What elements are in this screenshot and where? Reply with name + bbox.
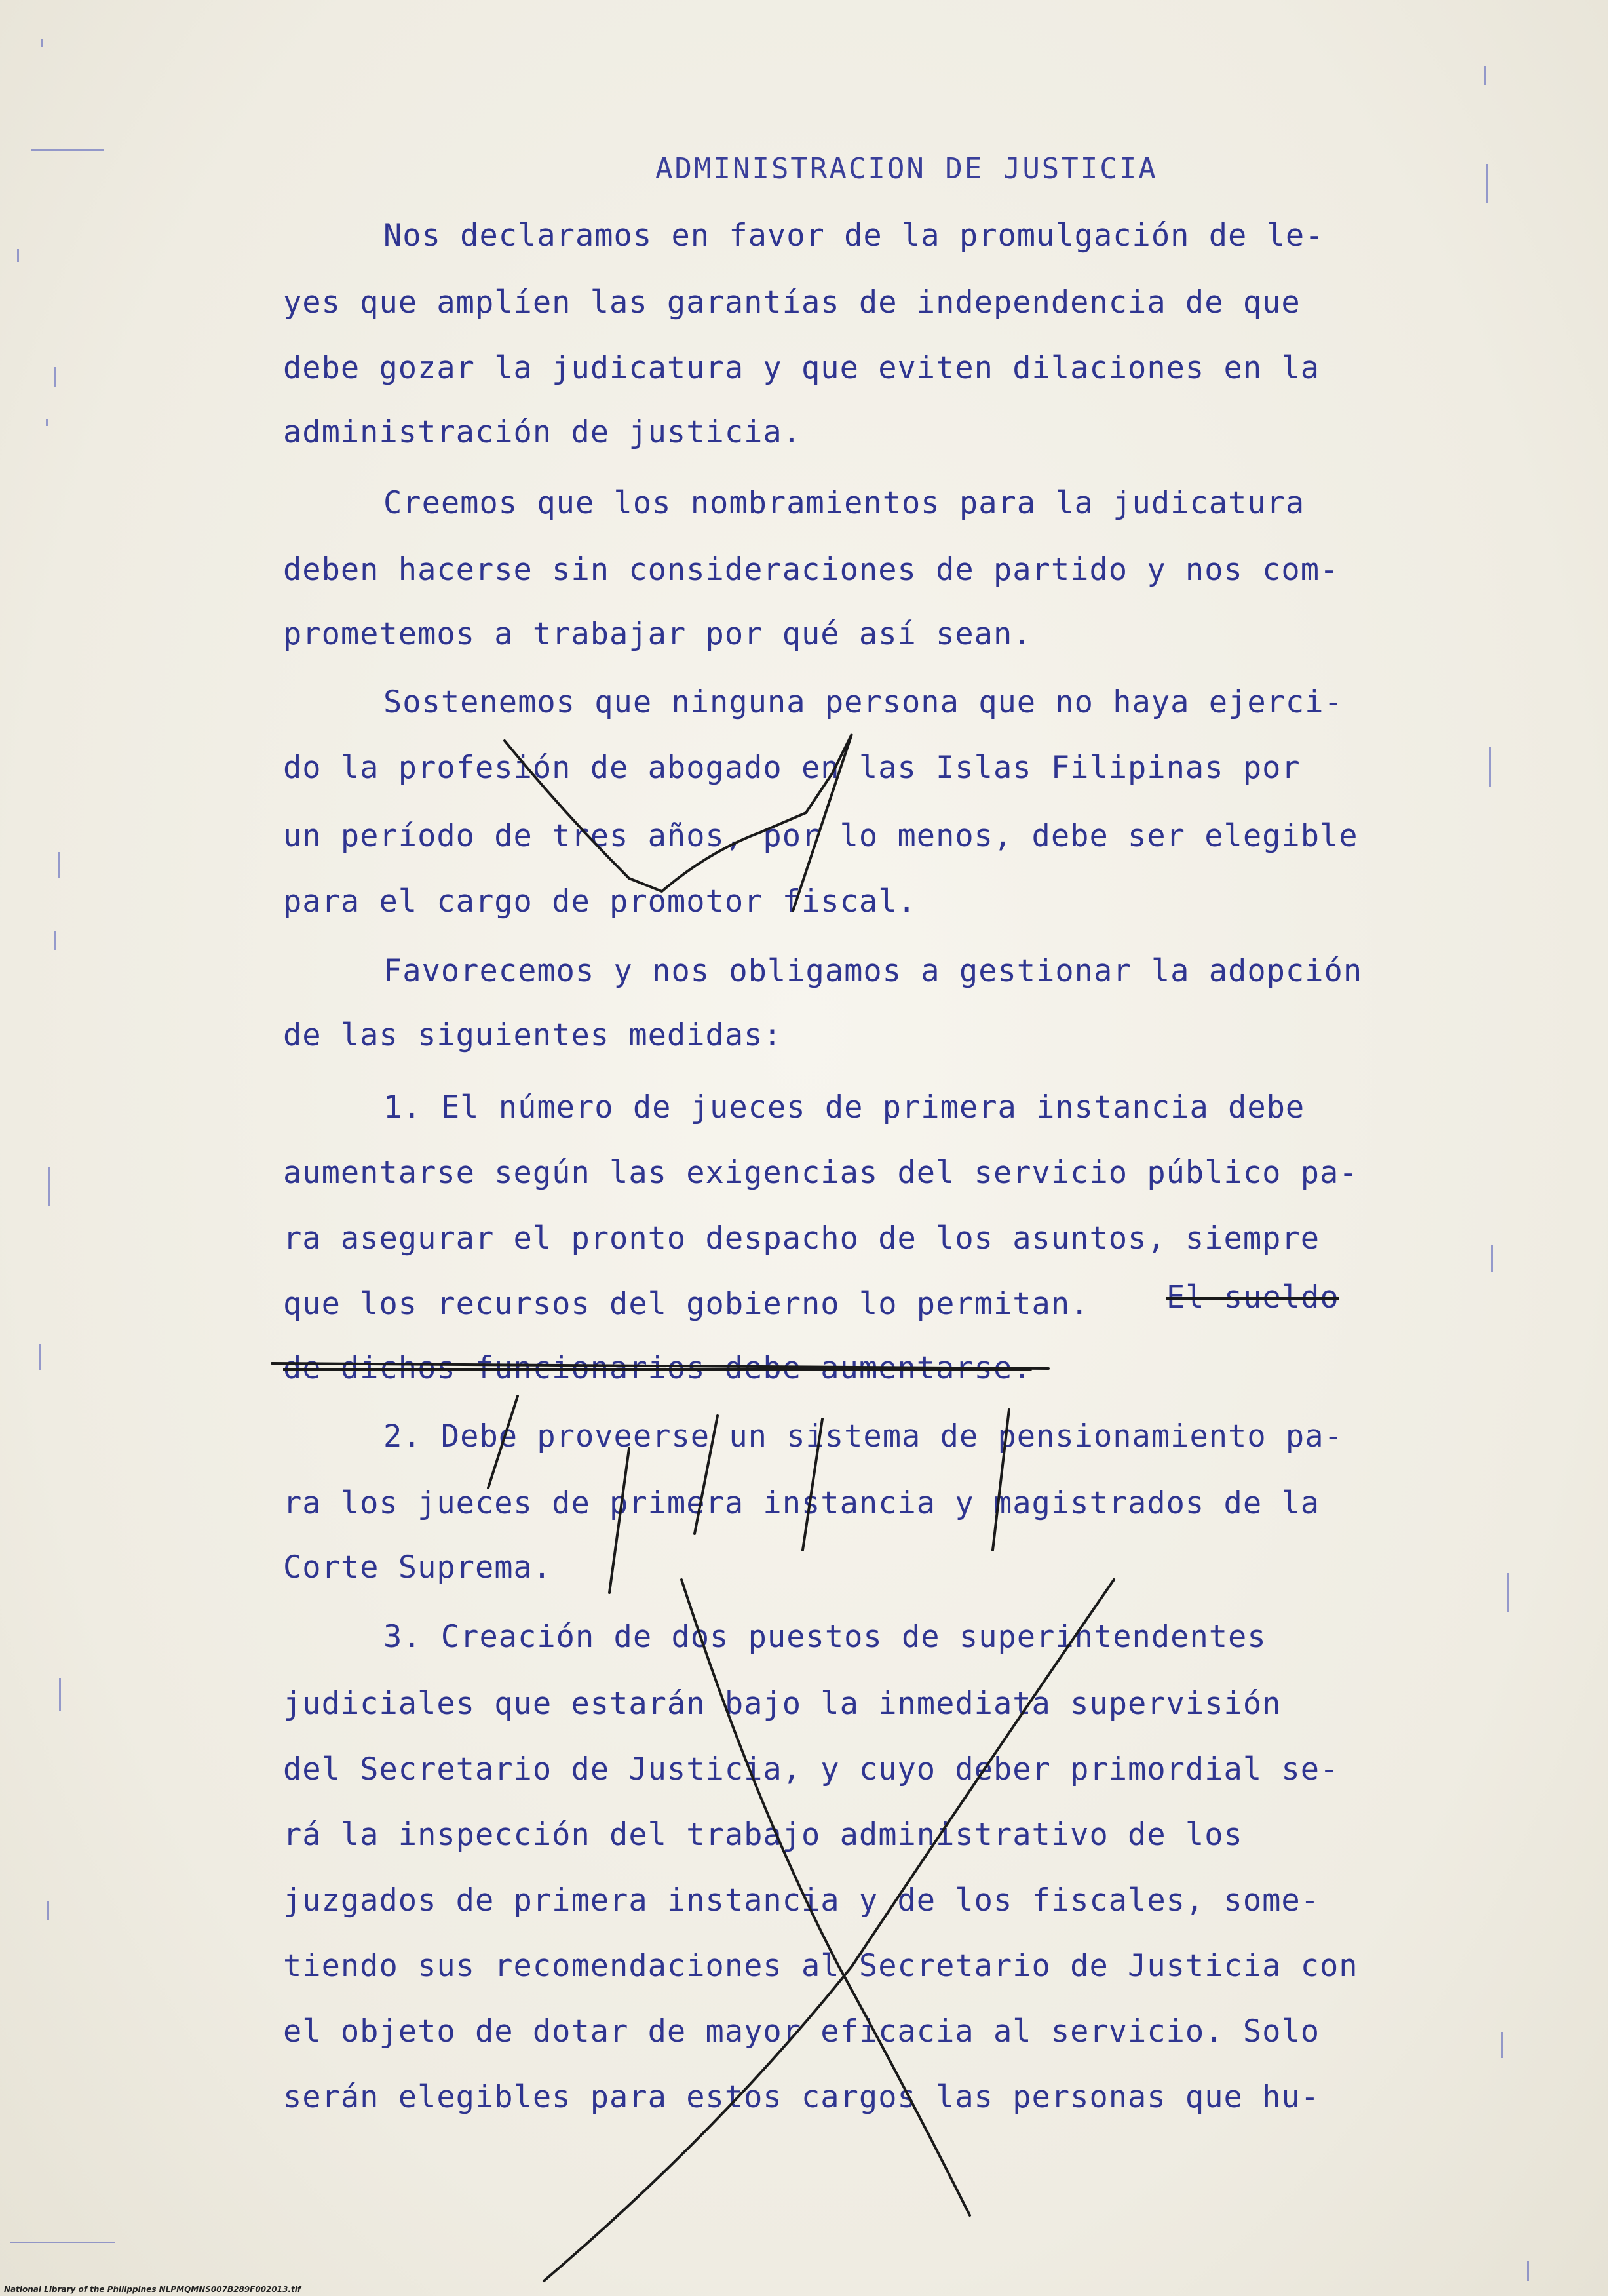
text-line: Corte Suprema. <box>283 1549 552 1586</box>
text-line: tiendo sus recomendaciones al Secretario de Justicia con <box>283 1948 1358 1984</box>
text-line: ra los jueces de primera instancia y magistrados de la <box>283 1485 1320 1521</box>
text-line: yes que amplíen las garantías de independencia de que <box>283 284 1301 321</box>
archive-footer: National Library of the Philippines NLPMQMNS007B289F002013.tif <box>4 2285 301 2294</box>
text-line: serán elegibles para estos cargos las personas que hu- <box>283 2079 1320 2115</box>
text-line: Favorecemos y nos obligamos a gestionar la adopción <box>383 953 1363 989</box>
text-line: Creemos que los nombramientos para la judicatura <box>383 485 1305 521</box>
text-line: del Secretario de Justicia, y cuyo deber primordial se- <box>283 1751 1339 1787</box>
text-line: juzgados de primera instancia y de los fiscales, some- <box>283 1882 1320 1918</box>
text-line: que los recursos del gobierno lo permitan. <box>283 1286 1090 1322</box>
text-line: de las siguientes medidas: <box>283 1017 782 1053</box>
text-line: do la profesión de abogado en las Islas Filipinas por <box>283 750 1301 786</box>
text-line: para el cargo de promotor fiscal. <box>283 884 917 920</box>
text-line: prometemos a trabajar por qué así sean. <box>283 616 1032 652</box>
text-line: 2. Debe proveerse un sistema de pensionamiento pa- <box>383 1418 1343 1454</box>
text-line: judiciales que estarán bajo la inmediata supervisión <box>283 1686 1282 1722</box>
struck-text-inline: El sueldo <box>1166 1279 1339 1315</box>
text-line: el objeto de dotar de mayor eficacia al servicio. Solo <box>283 2014 1320 2050</box>
text-line: ra asegurar el pronto despacho de los asuntos, siempre <box>283 1220 1320 1256</box>
text-line: deben hacerse sin consideraciones de partido y nos com- <box>283 552 1339 588</box>
text-line: un período de tres años, por lo menos, debe ser elegible <box>283 818 1358 854</box>
text-line: 3. Creación de dos puestos de superintendentes <box>383 1619 1267 1655</box>
text-line: aumentarse según las exigencias del servicio público pa- <box>283 1155 1358 1191</box>
text-line: Nos declaramos en favor de la promulgación de le- <box>383 218 1324 254</box>
text-line: debe gozar la judicatura y que eviten dilaciones en la <box>283 350 1320 386</box>
text-line: Sostenemos que ninguna persona que no haya ejerci- <box>383 684 1343 720</box>
text-line: 1. El número de jueces de primera instancia debe <box>383 1089 1305 1125</box>
document-heading: ADMINISTRACION DE JUSTICIA <box>655 152 1158 185</box>
text-line: rá la inspección del trabajo administrativo de los <box>283 1817 1243 1853</box>
text-line: de dichos funcionarios debe aumentarse. <box>283 1350 1032 1386</box>
text-line: administración de justicia. <box>283 414 802 450</box>
